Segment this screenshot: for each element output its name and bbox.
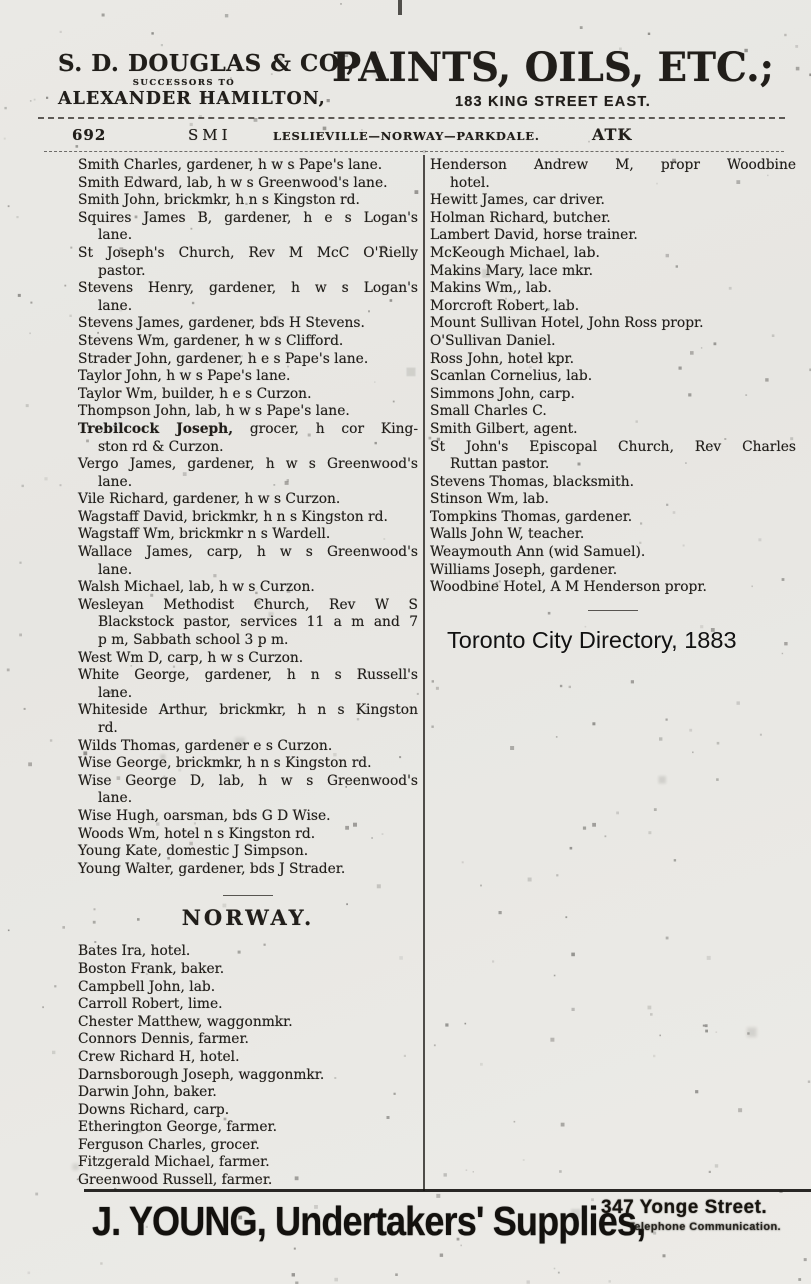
directory-entry: Smith Charles, gardener, h w s Pape's lane. xyxy=(78,157,383,173)
bottom-ad-main: J. YOUNG, Undertakers' Supplies, xyxy=(92,1198,646,1244)
section-heading-norway: NORWAY. xyxy=(181,905,315,931)
directory-entry: McKeough Michael, lab. xyxy=(430,244,600,261)
column-divider xyxy=(423,155,425,1191)
directory-entry: Whiteside Arthur, brickmkr, h n s Kingston rd. xyxy=(78,702,418,736)
directory-entry: Morcroft Robert, lab. xyxy=(430,297,580,314)
directory-entry: Chester Matthew, waggonmkr. xyxy=(78,1013,293,1030)
directory-entry: Campbell John, lab. xyxy=(78,978,216,995)
header-rule-top xyxy=(38,117,785,119)
directory-entry: Taylor Wm, builder, h e s Curzon. xyxy=(78,385,312,402)
directory-entry: Taylor John, h w s Pape's lane. xyxy=(78,368,291,385)
top-ad-left xyxy=(58,50,356,109)
top-ad-predecessor: ALEXANDER HAMILTON, xyxy=(58,89,326,109)
scan-noise xyxy=(0,0,1,1)
header-rule-bottom xyxy=(44,151,784,152)
directory-entry: Etherington George, farmer. xyxy=(78,1119,278,1136)
directory-entry: Scanlan Cornelius, lab. xyxy=(430,368,593,385)
directory-entry: Wise George, brickmkr, h n s Kingston rd. xyxy=(78,755,372,772)
directory-entry: Crew Richard H, hotel. xyxy=(78,1048,240,1065)
section-divider-rule xyxy=(223,895,273,896)
page-title: LESLIEVILLE—NORWAY—PARKDALE. xyxy=(273,129,540,143)
directory-entry: Wise Hugh, oarsman, bds G D Wise. xyxy=(78,807,331,824)
directory-entry: Thompson John, lab, h w s Pape's lane. xyxy=(78,403,350,420)
directory-entry: Makins Wm,, lab. xyxy=(430,280,552,297)
directory-entry: Greenwood Russell, farmer. xyxy=(78,1172,273,1189)
directory-entry: Trebilcock Joseph, grocer, h cor King- ston rd & Curzon. xyxy=(78,420,418,455)
bottom-ad-rule xyxy=(84,1189,811,1192)
scan-smudges xyxy=(0,0,1,1)
left-column xyxy=(78,157,418,1190)
directory-entry: O'Sullivan Daniel. xyxy=(430,332,556,349)
top-ad-product: PAINTS, OILS, ETC.; xyxy=(332,44,774,91)
directory-entry: Darnsborough Joseph, waggonmkr. xyxy=(78,1066,325,1083)
directory-entry: Wise George D, lab, h w s Greenwood's lane. xyxy=(78,772,418,807)
directory-entry: Ferguson Charles, grocer. xyxy=(78,1136,260,1153)
directory-entry: Fitzgerald Michael, farmer. xyxy=(78,1154,270,1171)
directory-entry: Stevens Wm, gardener, h w s Clifford. xyxy=(78,332,344,349)
guide-word-right: ATK xyxy=(592,125,633,144)
norway-entries xyxy=(78,943,418,1189)
directory-entry: Stevens Thomas, blacksmith. xyxy=(430,473,634,490)
directory-entry: Carroll Robert, lime. xyxy=(78,996,223,1013)
top-ad-company: S. D. DOUGLAS & CO., xyxy=(58,50,356,77)
directory-entry: Stevens Henry, gardener, h w s Logan's lane. xyxy=(78,280,418,314)
directory-entry: Stinson Wm, lab. xyxy=(430,491,549,508)
directory-entry: Wilds Thomas, gardener e s Curzon. xyxy=(78,737,333,754)
directory-entry: Wallace James, carp, h w s Greenwood's lane. xyxy=(78,544,418,578)
directory-entry: Downs Richard, carp. xyxy=(78,1101,230,1118)
directory-entry: Williams Joseph, gardener. xyxy=(430,561,618,578)
directory-entry: Woods Wm, hotel n s Kingston rd. xyxy=(78,825,316,842)
directory-entry: Smith Edward, lab, h w s Greenwood's lane. xyxy=(78,174,388,191)
directory-entry: Mount Sullivan Hotel, John Ross propr. xyxy=(430,315,704,332)
directory-entry: Squires James B, gardener, h e s Logan's lane. xyxy=(78,209,418,244)
directory-entry: Lambert David, horse trainer. xyxy=(430,227,638,244)
directory-entry: Smith Gilbert, agent. xyxy=(430,420,578,437)
directory-entry: St Joseph's Church, Rev M McC O'Rielly pastor. xyxy=(78,244,418,279)
directory-entry: St John's Episcopal Church, Rev Charles Ruttan pastor. xyxy=(430,438,796,473)
directory-entry: Holman Richard, butcher. xyxy=(430,209,611,226)
directory-entry: White George, gardener, h n s Russell's lane. xyxy=(78,667,418,701)
directory-entry: Makins Mary, lace mkr. xyxy=(430,262,593,279)
directory-entry: Tompkins Thomas, gardener. xyxy=(430,508,633,525)
directory-entry: Bates Ira, hotel. xyxy=(78,943,191,960)
directory-entry: Walsh Michael, lab, h w s Curzon. xyxy=(78,579,315,596)
directory-entry: Young Walter, gardener, bds J Strader. xyxy=(78,860,346,877)
directory-entry: Henderson Andrew M, propr Woodbine hotel. xyxy=(430,157,796,191)
top-ad-right xyxy=(312,44,794,110)
scan-artifact-mark xyxy=(398,0,402,15)
directory-entry: Wagstaff Wm, brickmkr n s Wardell. xyxy=(78,526,331,543)
directory-entry: Strader John, gardener, h e s Pape's lane. xyxy=(78,350,369,367)
directory-entry: West Wm D, carp, h w s Curzon. xyxy=(78,649,304,666)
leslieville-entries xyxy=(78,157,418,878)
directory-entry: Stevens James, gardener, bds H Stevens. xyxy=(78,315,365,332)
directory-entry: Hewitt James, car driver. xyxy=(430,192,605,209)
directory-entry: Weaymouth Ann (wid Samuel). xyxy=(430,544,646,561)
caption-divider-rule xyxy=(588,610,638,611)
directory-entry: Smith John, brickmkr, h n s Kingston rd. xyxy=(78,192,360,209)
bottom-ad-tagline: Telephone Communication. xyxy=(628,1221,782,1233)
directory-entry: Vile Richard, gardener, h w s Curzon. xyxy=(78,491,341,508)
directory-entry: Young Kate, domestic J Simpson. xyxy=(78,843,309,860)
directory-entry: Woodbine Hotel, A M Henderson propr. xyxy=(430,579,707,596)
directory-entry: Walls John W, teacher. xyxy=(430,526,585,543)
top-ad-successors: SUCCESSORS TO xyxy=(132,78,236,88)
right-column xyxy=(430,157,796,654)
directory-entry: Darwin John, baker. xyxy=(78,1084,217,1101)
page-number: 692 xyxy=(72,126,107,144)
directory-entry: Connors Dennis, farmer. xyxy=(78,1031,249,1048)
guide-word-left: SMI xyxy=(188,126,232,144)
bottom-ad-address: 347 Yonge Street. xyxy=(601,1197,768,1218)
directory-entry: Ross John, hotel kpr. xyxy=(430,350,574,367)
top-ad-address: 183 KING STREET EAST. xyxy=(454,94,652,110)
directory-entry: Vergo James, gardener, h w s Greenwood's lane. xyxy=(78,456,418,490)
running-head xyxy=(0,124,811,148)
directory-entry: Simmons John, carp. xyxy=(430,385,575,402)
directory-entry: Wagstaff David, brickmkr, h n s Kingston rd. xyxy=(78,508,388,525)
right-column-entries xyxy=(430,157,796,597)
modern-caption: Toronto City Directory, 1883 xyxy=(447,626,737,653)
directory-entry: Boston Frank, baker. xyxy=(78,960,225,977)
directory-entry: Small Charles C. xyxy=(430,403,547,420)
directory-entry: Wesleyan Methodist Church, Rev W S Blackstock pastor, services 11 a m and 7 p m, Sabbath school 3 p m. xyxy=(78,596,418,649)
